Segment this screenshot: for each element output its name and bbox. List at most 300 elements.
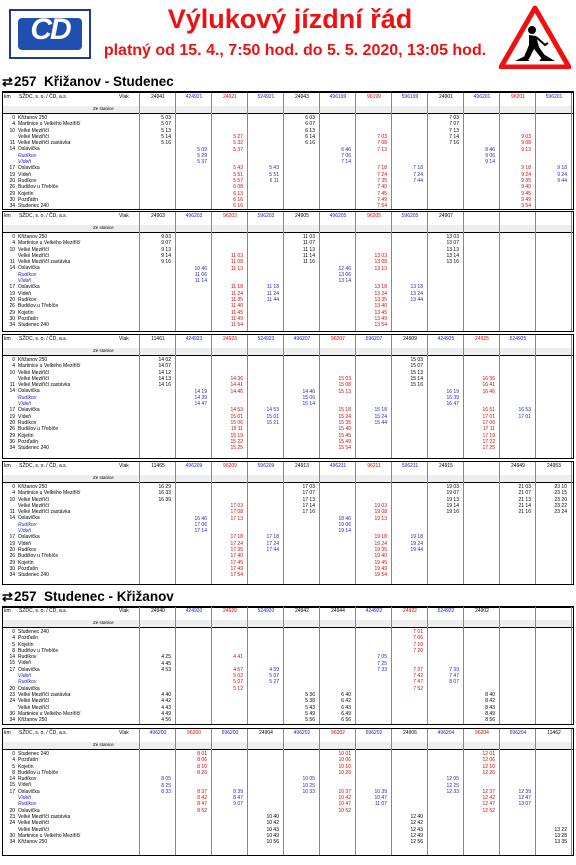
train-number[interactable]: 24921 [223,94,237,100]
train-number[interactable]: 596207 [365,336,383,342]
station-name: Křižanov 250 [18,234,48,240]
from-station-label: Ze stanice [93,106,114,111]
departure-time: 13 03 [374,252,387,259]
train-number[interactable]: 24949 [511,463,525,469]
departure-time: 7 40 [377,184,387,191]
departure-time: 19 03 [374,502,387,509]
departure-time: 8 56 [485,717,495,724]
train-number[interactable]: 24942 [295,608,309,614]
departure-time: 11 08 [230,259,243,266]
departure-time: 5 16 [161,140,171,147]
departure-time: 13 28 [554,832,567,839]
departure-time: 16 51 [482,407,495,414]
station-name: Velké Meziříčí [18,826,50,833]
vlak-header: Vlak [119,463,129,469]
station-name: Oslavička [18,284,40,291]
departure-time: 17 03 [230,502,243,509]
departure-time: 13 35 [374,297,387,303]
departure-time: 9 35 [521,178,531,184]
column-divider [391,335,392,458]
train-number[interactable]: 596200 [221,730,239,736]
train-number[interactable]: 496211 [329,463,347,469]
km-header: km [4,336,11,342]
train-number[interactable]: 524922 [437,608,455,614]
departure-time: 13 08 [374,259,387,266]
departure-time: 12 52 [482,807,495,814]
departure-time: 13 45 [374,309,387,316]
column-divider [283,607,284,724]
train-number[interactable]: 11465 [151,463,165,469]
train-number[interactable]: 596205 [401,213,419,219]
train-number[interactable]: 24901 [439,94,453,100]
departure-time: 4 40 [161,692,171,698]
column-divider [139,462,140,584]
column-divider [391,462,392,584]
departure-time: 13 44 [410,297,423,303]
departure-time: 19 49 [374,565,387,572]
departure-time: 14 39 [194,394,207,401]
departure-time: 21 14 [518,502,531,509]
station-km: 15 [9,782,15,789]
km-header: km [4,213,11,219]
departure-time: 19 06 [338,521,351,528]
departure-time: 17 13 [230,515,243,522]
departure-time: 7 06 [413,635,423,642]
train-number[interactable]: 596211 [401,463,419,469]
station-name: Velké Meziříčí [18,252,50,259]
departure-time: 6 40 [341,692,351,698]
departure-time: 13 07 [518,801,531,808]
station-name: Vídeň [18,673,32,680]
station-km: 17 [9,534,15,541]
departure-time: 9 45 [521,190,531,197]
section-title: Křižanov - Studenec [44,74,174,89]
train-number[interactable]: 524920 [257,608,275,614]
departure-time: 12 20 [482,769,495,776]
departure-time: 15 22 [230,438,243,445]
train-number[interactable]: 496200 [149,730,167,736]
train-number[interactable]: 24943 [295,94,309,100]
departure-time: 7 18 [377,165,387,172]
departure-time: 15 19 [230,432,243,439]
train-number[interactable]: 96202 [331,730,345,736]
train-number[interactable]: 424925 [437,336,455,342]
column-divider [571,462,572,584]
departure-time: 11 13 [230,265,243,272]
departure-time: 12 56 [410,839,423,846]
departure-time: 7 08 [377,140,387,147]
departure-time: 13 35 [554,839,567,846]
station-km: 34 [9,572,15,579]
departure-time: 16 47 [446,401,459,408]
departure-time: 12 42 [410,820,423,827]
departure-time: 9 03 [521,133,531,140]
departure-time: 7 47 [449,673,459,680]
departure-time: 21 03 [518,484,531,490]
train-number[interactable]: 524925 [509,336,527,342]
train-number[interactable]: 96209 [223,463,237,469]
vlak-header: Vlak [119,94,129,100]
train-number[interactable]: 96211 [367,463,381,469]
station-km: 30 [9,315,15,322]
departure-time: 11 14 [194,278,207,285]
station-km: 14 [9,146,15,153]
train-number[interactable]: 24940 [151,608,165,614]
train-number[interactable]: 424921 [185,94,203,100]
column-divider [571,212,572,331]
column-divider [139,212,140,331]
train-number[interactable]: 24905 [295,213,309,219]
column-divider [139,93,140,209]
departure-time: 13 54 [374,322,387,329]
departure-time: 14 46 [302,388,315,395]
station-name: Velké Meziříčí [18,133,50,140]
column-divider [355,335,356,458]
departure-time: 6 07 [305,121,315,128]
train-number[interactable]: 24902 [475,608,489,614]
departure-time: 5 32 [233,140,243,147]
station-name: Oslavička [18,807,40,814]
train-number[interactable]: 11461 [151,336,165,342]
departure-time: 16 29 [158,484,171,490]
departure-time: 10 52 [338,807,351,814]
train-number[interactable]: 24915 [439,463,453,469]
departure-time: 6 43 [341,704,351,711]
column-divider [247,93,248,209]
station-km: 29 [9,559,15,566]
station-name: Pozďatín [18,196,39,203]
column-divider [283,729,284,855]
departure-time: 6 16 [233,196,243,203]
departure-time: 5 13 [161,127,171,134]
train-number[interactable]: 524923 [257,336,275,342]
station-km: 0 [12,484,15,490]
departure-time: 13 07 [446,240,459,247]
departure-time: 14 07 [158,363,171,370]
station-km: 5 [12,641,15,648]
departure-time: 11 03 [302,234,315,240]
departure-time: 13 06 [338,271,351,278]
departure-time: 5 07 [233,679,243,686]
column-divider [139,335,140,458]
station-name: Oslavička [18,146,40,153]
train-number[interactable]: 424922 [365,608,383,614]
departure-time: 11 16 [302,259,315,266]
station-km: 11 [9,140,15,147]
departure-time: 5 14 [161,133,171,140]
departure-time: 14 47 [194,401,207,408]
direction-arrow-icon: ⇄ [2,74,13,89]
station-km: 10 [9,127,15,134]
departure-time: 17 24 [266,540,279,547]
station-name: Velké Meziříčí zastávka [18,691,71,698]
station-km: 4 [12,635,15,642]
column-divider [499,607,500,724]
departure-time: 15 18 [374,407,387,414]
train-number[interactable]: 596204 [509,730,527,736]
column-divider [427,212,428,331]
departure-time: 13 18 [374,284,387,291]
departure-time: 5 27 [269,679,279,686]
departure-time: 8 20 [197,769,207,776]
train-number[interactable]: 96199 [367,94,381,100]
column-divider [175,335,176,458]
departure-time: 12 40 [410,814,423,820]
train-number[interactable]: 496201 [473,94,491,100]
train-number[interactable]: 24925 [475,336,489,342]
departure-time: 12 47 [518,795,531,802]
column-divider [247,335,248,458]
departure-time: 17 22 [482,438,495,445]
train-number[interactable]: 496207 [293,336,311,342]
departure-time: 14 53 [266,407,279,414]
station-km: 20 [9,177,15,184]
departure-time: 7 47 [413,679,423,686]
departure-time: 17 19 [482,432,495,439]
train-number[interactable]: 596203 [257,213,275,219]
station-name: Studenec 240 [18,572,49,579]
departure-time: 7 25 [377,660,387,667]
station-name: Martinice u Velkého Meziříčí [18,240,81,247]
station-name: Rudíkov [18,152,37,159]
departure-time: 16 41 [482,382,495,389]
station-km: 20 [9,546,15,553]
departure-time: 9 13 [521,146,531,153]
vlak-header: Vlak [119,608,129,614]
column-divider [319,729,320,855]
departure-time: 15 21 [266,420,279,426]
departure-time: 9 07 [161,240,171,247]
train-number[interactable]: 24904 [259,730,273,736]
departure-time: 6 11 [269,178,279,184]
station-name: Vídeň [18,795,32,802]
departure-time: 7 13 [377,146,387,153]
departure-time: 6 14 [305,133,315,140]
station-name: Martinice u Velkého Meziříčí [18,710,81,717]
train-number[interactable]: 24944 [331,608,345,614]
station-km: 0 [12,629,15,635]
station-name: Rudíkov [18,776,37,783]
station-name: Budišov u Třebíče [18,647,59,654]
train-number[interactable]: 496205 [329,213,347,219]
departure-time: 17 13 [302,496,315,503]
departure-time: 9 14 [161,252,171,259]
station-name: Pozďatín [18,757,39,764]
station-km: 14 [9,776,15,783]
train-number[interactable]: 96207 [331,336,345,342]
station-name: Vídeň [18,540,32,547]
departure-time: 19 16 [446,509,459,516]
train-number[interactable]: 96200 [187,730,201,736]
station-km: 20 [9,419,15,426]
train-number[interactable]: 424920 [185,608,203,614]
departure-time: 7 13 [449,127,459,134]
departure-time: 10 43 [266,826,279,833]
departure-time: 13 18 [410,284,423,291]
station-list [3,751,139,845]
train-number[interactable]: 496199 [329,94,347,100]
departure-time: 14 13 [158,375,171,382]
departure-time: 7 14 [449,133,459,140]
column-divider [211,729,212,855]
column-divider [247,212,248,331]
station-name: Budišov u Třebíče [18,184,59,191]
timetable-block [2,211,574,332]
departure-time: 7 33 [377,666,387,673]
departure-time: 9 24 [557,171,567,178]
train-number[interactable]: 96201 [511,94,525,100]
train-number[interactable]: 24907 [439,213,453,219]
train-number[interactable]: 496204 [437,730,455,736]
departure-time: 19 45 [374,559,387,566]
departure-time: 7 05 [377,654,387,661]
train-number[interactable]: 24909 [403,336,417,342]
train-number[interactable]: 496203 [185,213,203,219]
column-divider [175,729,176,855]
departure-time: 17 03 [302,484,315,490]
column-divider [355,607,356,724]
departure-time: 19 13 [446,496,459,503]
station-km: 20 [9,296,15,303]
train-number[interactable]: 524921 [257,94,275,100]
station-km: 26 [9,184,15,191]
departure-time: 15 24 [374,413,387,420]
station-name: Velké Meziříčí [18,704,50,711]
station-km: 10 [9,496,15,503]
departure-time: 10 47 [374,795,387,802]
train-number[interactable]: 24920 [223,608,237,614]
departure-time: 15 07 [410,363,423,370]
departure-time: 13 16 [446,259,459,266]
station-name: Velké Meziříčí [18,369,50,376]
column-divider [319,212,320,331]
departure-time: 9 18 [557,165,567,172]
station-name: Studenec 240 [18,629,49,635]
departure-time: 19 18 [374,534,387,541]
station-name: Oslavička [18,265,40,272]
station-name: Kojetín [18,763,34,770]
train-number[interactable]: 24953 [547,463,561,469]
time-grid [139,462,573,584]
departure-time: 18 46 [338,515,351,522]
station-name: Křižanov 250 [18,717,48,724]
operator-header: SŽDC, s. o. / ČD, a.s. [19,730,68,736]
departure-time: 8 25 [161,782,171,789]
station-name: Oslavička [18,165,40,172]
train-number[interactable]: 11462 [547,730,561,736]
station-name: Studenec 240 [18,322,49,329]
train-number[interactable]: 596209 [257,463,275,469]
column-divider [499,212,500,331]
departure-time: 6 56 [341,717,351,724]
departure-time: 5 51 [269,171,279,178]
station-km: 0 [12,357,15,363]
departure-time: 6 08 [233,184,243,191]
station-name: Křižanov 250 [18,839,48,846]
station-name: Velké Meziříčí [18,698,50,705]
column-divider [571,729,572,855]
station-row [3,572,139,578]
train-number[interactable]: 496202 [293,730,311,736]
train-number[interactable]: 596201 [545,94,563,100]
departure-time: 9 49 [521,196,531,203]
departure-time: 15 01 [230,413,243,420]
train-number[interactable]: 24906 [403,730,417,736]
train-number[interactable]: 596199 [401,94,419,100]
departure-time: 9 54 [521,203,531,210]
train-number[interactable]: 424923 [185,336,203,342]
departure-time: 6 42 [341,698,351,705]
from-station-label: Ze stanice [93,742,114,747]
departure-time: 17 45 [230,559,243,566]
departure-time: 8 42 [485,698,495,705]
departure-time: 8 46 [485,146,495,153]
station-name: Oslavička [18,515,40,522]
train-number[interactable]: 96205 [367,213,381,219]
train-number[interactable]: 24923 [223,336,237,342]
page-header [0,0,576,72]
train-number[interactable]: 24903 [151,213,165,219]
train-number[interactable]: 24941 [151,94,165,100]
departure-time: 10 42 [338,795,351,802]
station-name: Martinice u Velkého Meziříčí [18,121,81,128]
departure-time: 12 37 [482,788,495,795]
departure-time: 12 33 [446,788,459,795]
train-number[interactable]: 96204 [475,730,489,736]
departure-time: 15 03 [338,375,351,382]
departure-time: 10 46 [194,265,207,272]
train-number[interactable]: 24913 [295,463,309,469]
km-header: km [4,730,11,736]
station-name: Studenec 240 [18,751,49,757]
departure-time: 11 06 [194,271,207,278]
station-list [3,234,139,328]
from-station-label: Ze stanice [93,475,114,480]
from-station-label: Ze stanice [93,348,114,353]
departure-time: 4 41 [233,654,243,661]
station-km: 17 [9,165,15,172]
station-name: Velké Meziříčí [18,127,50,134]
column-divider [319,607,320,724]
departure-time: 10 10 [338,763,351,770]
column-divider [535,212,536,331]
departure-time: 23 15 [554,490,567,497]
train-number[interactable]: 596202 [365,730,383,736]
timetable-block [2,334,574,459]
departure-time: 23 24 [554,509,567,516]
station-name: Rudíkov [18,801,37,808]
departure-time: 8 49 [485,710,495,717]
train-number[interactable]: 496209 [185,463,203,469]
departure-time: 11 54 [230,322,243,329]
departure-time: 15 54 [338,445,351,452]
column-divider [427,93,428,209]
column-divider [319,335,320,458]
station-km: 14 [9,265,15,272]
station-name: Kojetín [18,309,34,316]
column-divider [355,462,356,584]
departure-time: 7 37 [413,666,423,673]
departure-time: 19 24 [410,540,423,547]
departure-time: 8 06 [197,757,207,764]
column-divider [211,607,212,724]
column-divider [499,335,500,458]
departure-time: 11 45 [230,309,243,316]
train-number[interactable]: 24922 [403,608,417,614]
departure-time: 13 03 [446,234,459,240]
train-number[interactable]: 96203 [223,213,237,219]
departure-time: 6 13 [233,190,243,197]
